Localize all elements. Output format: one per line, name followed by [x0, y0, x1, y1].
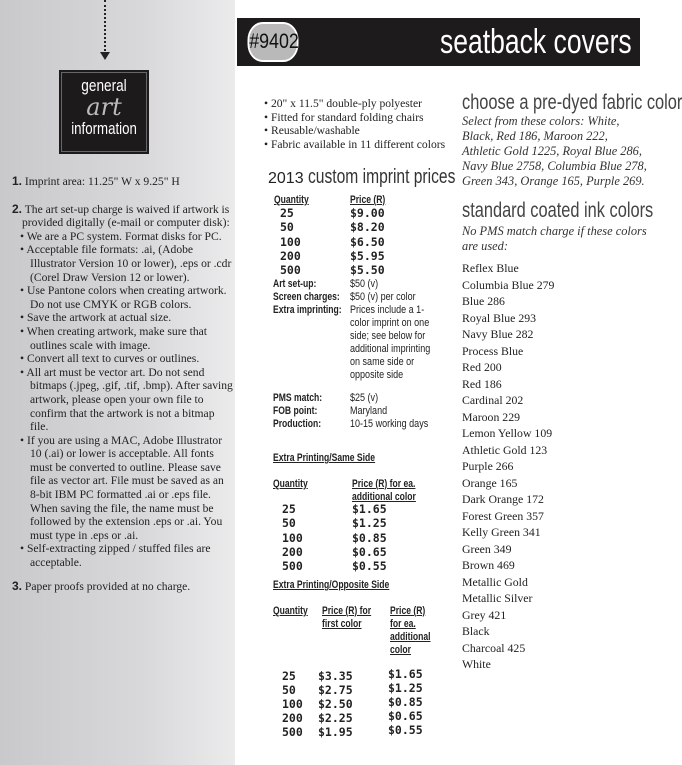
item-1 — [12, 175, 234, 189]
feature-item: • Fabric available in 11 different colors — [264, 137, 446, 151]
charge-value: Prices include a 1-color imprint on one side; see below for additional imprinting on same side or opposite side — [350, 304, 431, 381]
ink-color-item: Black — [462, 624, 490, 638]
quantity-cell: 200 — [282, 544, 303, 559]
bullet-item: • Acceptable file formats: .ai, (Adobe Illustrator Version 10 or lower), .eps or .cdr (Corel Draw Version 12 or lower). — [20, 243, 232, 284]
quantity-cell: 100 — [282, 530, 303, 545]
column-header: Price (R) for ea. additional color — [352, 478, 416, 503]
bullet-item: • Save the artwork at actual size. — [20, 311, 172, 325]
ink-color-item: Metallic Gold — [462, 574, 528, 589]
charge-label: PMS match: — [273, 392, 323, 404]
item-text: Imprint area: 11.25" W x 9.25" H — [24, 175, 180, 188]
price-cell: $1.95 — [318, 725, 353, 739]
price-cell: $8.20 — [350, 220, 385, 235]
box-line: art — [86, 93, 122, 121]
box-line: information — [71, 119, 137, 138]
price-cell: $0.85 — [352, 530, 387, 545]
ink-color-item: Green 349 — [462, 541, 512, 556]
price-cell: $1.65 — [388, 667, 423, 681]
quantity-cell: 25 — [282, 669, 296, 683]
price-cell: $2.50 — [318, 697, 353, 711]
quantity-cell: 200 — [282, 711, 303, 725]
ink-color-item: Forest Green 357 — [462, 508, 544, 523]
ink-title: standard coated ink colors — [462, 199, 654, 222]
bullet-item: • Use Pantone colors when creating artwork. Do not use CMYK or RGB colors. — [20, 284, 227, 311]
quantity-cell: 500 — [282, 559, 303, 574]
price-cell: $1.25 — [352, 516, 387, 531]
price-cell: $1.65 — [352, 502, 387, 516]
bullet-item: • When creating artwork, make sure that outlines scale with image. — [20, 324, 208, 352]
price-cell: $5.50 — [350, 263, 385, 278]
product-number-badge: #9402 — [248, 22, 299, 62]
ink-color-item: White — [462, 657, 491, 671]
price-cell: $6.50 — [350, 234, 385, 249]
bullet-item: • Self-extracting zipped / stuffed files are acceptable. — [20, 542, 211, 570]
column-header: Price (R) for first color — [322, 605, 372, 630]
column-header: Quantity — [273, 605, 308, 617]
item-text: Paper proofs provided at no charge. — [24, 579, 191, 593]
charge-label: Production: — [273, 418, 322, 430]
ink-text: No PMS match charge if these colors are used: — [462, 224, 647, 253]
price-cell: $0.65 — [388, 709, 423, 723]
ink-color-item: Orange 165 — [462, 475, 518, 490]
ink-section — [462, 199, 654, 673]
price-cell: $0.85 — [388, 695, 423, 709]
general-art-info-box — [61, 72, 147, 152]
ink-color-item: Dark Orange 172 — [462, 492, 544, 506]
charge-value: 10-15 working days — [350, 418, 429, 430]
price-cell: $1.25 — [388, 681, 423, 695]
column-header: Quantity — [274, 194, 309, 206]
art-info-list — [12, 175, 234, 593]
price-cell: $3.35 — [318, 669, 353, 683]
charge-value: $25 (v) — [350, 392, 379, 404]
ink-color-item: Red 200 — [462, 360, 502, 374]
table-title: Extra Printing/Same Side — [273, 452, 376, 464]
ink-color-item: Process Blue — [462, 343, 524, 358]
price-cell: $9.00 — [350, 206, 385, 220]
feature-item: • Reusable/washable — [264, 124, 360, 137]
item-text: The art set-up charge is waived if artwork is provided digitally (e-mail or computer disk): — [22, 202, 230, 230]
charge-value: Maryland — [350, 405, 388, 417]
charge-label: Screen charges: — [273, 291, 340, 303]
quantity-cell: 50 — [282, 683, 296, 697]
ink-color-list — [462, 260, 647, 673]
bullet-item: • We are a PC system. Format disks for PC. — [20, 229, 222, 243]
ink-color-item: Navy Blue 282 — [462, 327, 534, 341]
item-3 — [12, 580, 234, 594]
ink-color-item: Maroon 229 — [462, 409, 520, 424]
ink-color-item: Cardinal 202 — [462, 393, 524, 407]
item-2 — [12, 203, 234, 230]
ink-color-item: Purple 266 — [462, 459, 514, 473]
quantity-cell: 200 — [280, 248, 301, 263]
feature-item: • 20" x 11.5" double-ply polyester — [264, 97, 422, 110]
fabric-title: choose a pre-dyed fabric color — [462, 91, 682, 114]
feature-list — [262, 97, 462, 151]
quantity-cell: 100 — [282, 697, 303, 711]
price-cell: $2.25 — [318, 711, 353, 725]
fabric-section — [462, 91, 682, 189]
prices-year: 2013 — [268, 170, 304, 187]
price-cell: $0.55 — [388, 723, 423, 737]
ink-color-item: Blue 286 — [462, 294, 505, 308]
column-header: Price (R) — [350, 194, 386, 206]
ink-color-item: Metallic Silver — [462, 591, 533, 605]
table-title: Extra Printing/Opposite Side — [273, 579, 390, 591]
ink-color-item: Columbia Blue 279 — [462, 277, 555, 292]
item-number: 1. — [12, 174, 23, 188]
ink-color-item: Grey 421 — [462, 607, 507, 622]
charge-value: $50 (v) per color — [350, 291, 416, 303]
quantity-cell: 500 — [282, 725, 303, 739]
charge-label: Art set-up: — [273, 278, 317, 290]
price-cell: $0.55 — [352, 559, 387, 574]
arrow-down-icon — [100, 52, 110, 60]
item-number: 3. — [12, 578, 23, 593]
bullet-item: • Convert all text to curves or outlines. — [20, 352, 200, 366]
quantity-cell: 25 — [280, 206, 294, 220]
charge-value: $50 (v) — [350, 278, 379, 290]
bullet-item: • All art must be vector art. Do not send bitmaps (.jpeg, .gif, .tif, .bmp). After saving artwork, please open your own file to confirm that the artwork is not a bitmap file. — [20, 365, 233, 434]
ink-color-item: Royal Blue 293 — [462, 310, 537, 325]
ink-color-item: Athletic Gold 123 — [462, 442, 548, 457]
price-cell: $5.95 — [350, 248, 385, 263]
prices-title: custom imprint prices — [307, 166, 455, 188]
quantity-cell: 100 — [280, 234, 301, 249]
charge-label: FOB point: — [273, 405, 318, 417]
box-line: general — [81, 76, 127, 95]
quantity-cell: 50 — [280, 220, 294, 235]
page-title: seatback covers — [440, 23, 632, 61]
ink-color-item: Kelly Green 341 — [462, 525, 541, 539]
ink-color-item: Red 186 — [462, 376, 502, 391]
bullet-list — [12, 230, 234, 570]
quantity-cell: 25 — [282, 502, 296, 516]
column-header: Quantity — [273, 478, 308, 490]
price-cell: $0.65 — [352, 544, 387, 559]
item-number: 2. — [12, 201, 23, 216]
quantity-cell: 500 — [280, 263, 301, 278]
column-header: Price (R) for ea. additional color — [390, 605, 431, 656]
price-cell: $2.75 — [318, 683, 353, 697]
dotted-arrow-line — [104, 0, 106, 55]
feature-item: • Fitted for standard folding chairs — [264, 110, 424, 124]
ink-color-item: Brown 469 — [462, 558, 515, 572]
ink-color-item: Reflex Blue — [462, 261, 519, 275]
fabric-text: Select from these colors: White, Black, Red 186, Maroon 222, Athletic Gold 1225, Royal Blue 286, Navy Blue 2758, Columbia Blue 278, Green 343, Orange 165, Purple 269. — [462, 114, 647, 188]
ink-color-item: Charcoal 425 — [462, 640, 526, 655]
charge-label: Extra imprinting: — [273, 304, 342, 316]
ink-color-item: Lemon Yellow 109 — [462, 426, 553, 440]
bullet-item: • If you are using a MAC, Adobe Illustrator 10 (.ai) or lower is acceptable. All fonts must be converted to outline. Please save file as vector art. File must be saved as an 8-bit IBM PC formatted .ai or .eps file. When saving the file, the name must be followed by the extension .eps or .ai. You must type in .eps or .ai. — [20, 433, 224, 542]
quantity-cell: 50 — [282, 516, 296, 531]
